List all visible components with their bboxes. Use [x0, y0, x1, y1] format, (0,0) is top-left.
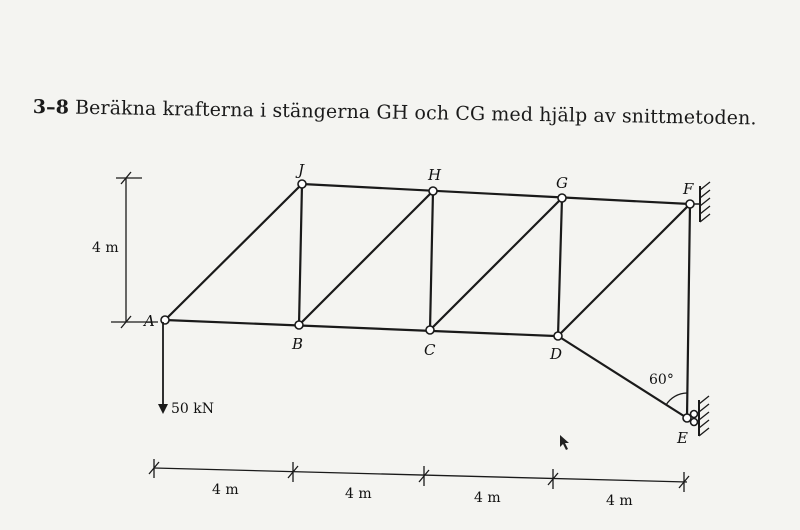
joint-J [298, 180, 306, 188]
member-AJ [165, 184, 302, 320]
joint-D [554, 332, 562, 340]
label-A: A [144, 312, 155, 330]
joint-G [558, 194, 566, 202]
member-top-chord [302, 184, 690, 204]
member-DG [558, 198, 562, 336]
mouse-cursor-icon [560, 435, 569, 450]
problem-text: Beräkna krafterna i stängerna GH och CG med hjälp av snittmetoden. [74, 96, 757, 130]
label-D: D [550, 345, 563, 363]
joint-C [426, 326, 434, 334]
problem-number: 3–8 [32, 96, 70, 119]
member-BH [299, 191, 433, 325]
height-label: 4 m [92, 240, 119, 256]
span-label-4: 4 m [606, 493, 633, 509]
span-label-1: 4 m [212, 482, 239, 498]
load-arrow-icon [158, 322, 168, 414]
angle-arc [666, 393, 687, 405]
label-C: C [424, 341, 436, 359]
angle-label: 60° [649, 372, 674, 388]
label-F: F [683, 180, 694, 198]
label-G: G [556, 174, 568, 192]
roller-support-E-icon [691, 396, 710, 436]
pin-support-F-icon [694, 182, 710, 222]
joint-H [429, 187, 437, 195]
member-bottom-chord [165, 320, 555, 336]
label-H: H [428, 166, 442, 184]
label-E: E [677, 429, 688, 447]
member-EF [687, 204, 690, 418]
joint-F [686, 200, 694, 208]
member-DF [558, 204, 690, 336]
joint-B [295, 321, 303, 329]
member-CG [430, 198, 562, 330]
load-label: 50 kN [171, 401, 214, 417]
span-label-2: 4 m [345, 486, 372, 502]
label-J: J [298, 161, 305, 179]
member-CH [430, 191, 433, 330]
joint-E [683, 414, 691, 422]
member-BJ [299, 184, 302, 325]
span-label-3: 4 m [474, 490, 501, 506]
label-B: B [292, 335, 304, 353]
